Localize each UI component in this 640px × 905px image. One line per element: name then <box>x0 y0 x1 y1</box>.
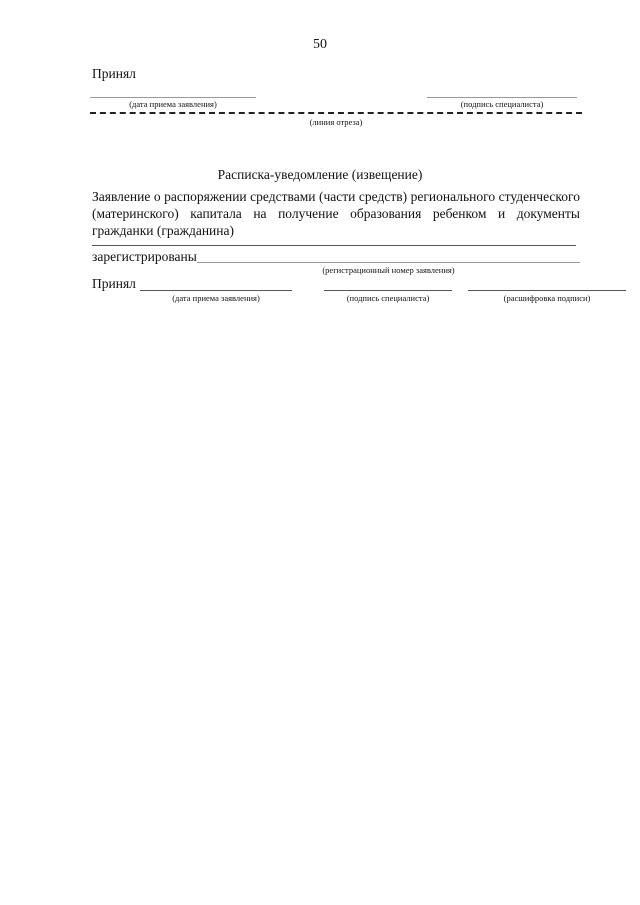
reg-number-caption: (регистрационный номер заявления) <box>322 265 455 275</box>
date-line-top <box>90 97 256 98</box>
accepted-label-bottom: Принял <box>92 276 136 291</box>
cut-line-caption: (линия отреза) <box>309 117 363 127</box>
accepted-label-top: Принял <box>92 66 136 81</box>
cut-line <box>90 112 582 114</box>
applicant-name-line <box>92 245 576 246</box>
signature-caption-bottom: (подпись специалиста) <box>346 293 430 303</box>
signature-line-bottom <box>324 290 452 291</box>
date-caption-top: (дата приема заявления) <box>129 99 217 109</box>
date-caption-bottom: (дата приема заявления) <box>172 293 260 303</box>
receipt-title: Расписка-уведомление (извещение) <box>217 167 423 182</box>
decoding-caption: (расшифровка подписи) <box>503 293 591 303</box>
page-number: 50 <box>313 37 327 52</box>
reg-number-line <box>197 262 580 263</box>
signature-caption-top: (подпись специалиста) <box>460 99 544 109</box>
decoding-line <box>468 290 626 291</box>
date-line-bottom <box>140 290 292 291</box>
registered-label: зарегистрированы <box>92 249 197 264</box>
signature-line-top <box>427 97 577 98</box>
receipt-paragraph: Заявление о распоряжении средствами (части средств) регионального студенческого (материнского) капитала на получение образования ребенком и документы гражданки (гражданина) <box>92 189 580 238</box>
